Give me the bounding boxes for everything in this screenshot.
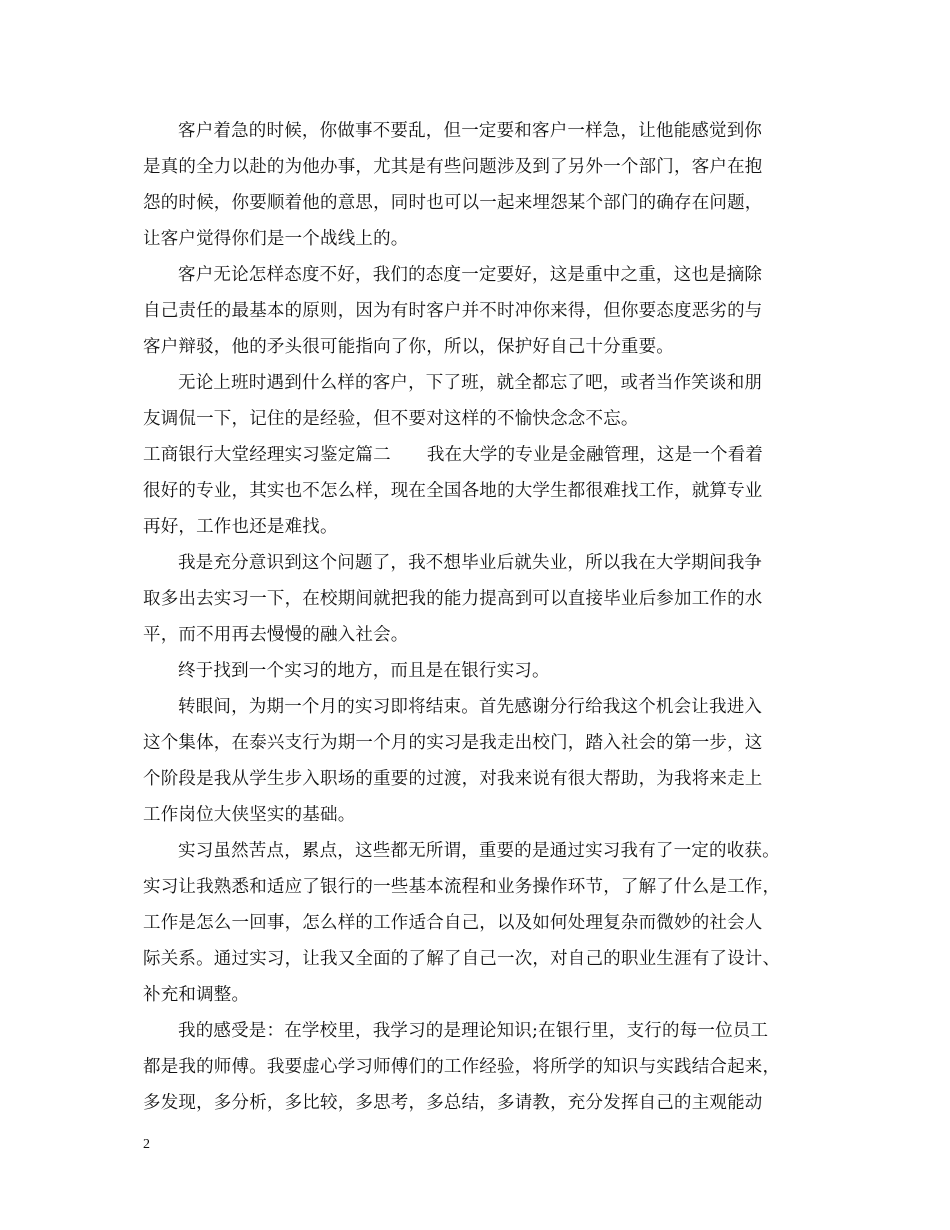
text-line: 让客户觉得你们是一个战线上的。 [143,229,409,249]
text-line: 工作是怎么一回事，怎么样的工作适合自己，以及如何处理复杂而微妙的社会人 [143,913,763,933]
text-line: 实习让我熟悉和适应了银行的一些基本流程和业务操作环节，了解了什么是工作， [143,877,781,897]
text-line: 客户无论怎样态度不好，我们的态度一定要好，这是重中之重，这也是摘除 [178,265,763,285]
text-line: 客户辩驳，他的矛头很可能指向了你，所以，保护好自己十分重要。 [143,337,674,357]
section-heading: 工商银行大堂经理实习鉴定篇二 [143,445,391,465]
text-line: 很好的专业，其实也不怎么样，现在全国各地的大学生都很难找工作，就算专业 [143,481,763,501]
text-line: 客户着急的时候，你做事不要乱，但一定要和客户一样急，让他能感觉到你 [178,121,763,141]
text-line: 终于找到一个实习的地方，而且是在银行实习。 [178,661,550,681]
text-line: 怨的时候，你要顺着他的意思，同时也可以一起来埋怨某个部门的确存在问题， [143,193,763,213]
text-line: 取多出去实习一下，在校期间就把我的能力提高到可以直接毕业后参加工作的水 [143,589,763,609]
text-line: 友调侃一下，记住的是经验，但不要对这样的不愉快念念不忘。 [143,409,639,429]
page-number: 2 [143,1137,150,1152]
text-line: 补充和调整。 [143,985,250,1005]
text-line: 多发现，多分析，多比较，多思考，多总结，多请教，充分发挥自己的主观能动 [143,1093,763,1113]
text-line: 我是充分意识到这个问题了，我不想毕业后就失业，所以我在大学期间我争 [178,553,763,573]
text-line: 都是我的师傅。我要虚心学习师傅们的工作经验，将所学的知识与实践结合起来， [143,1057,781,1077]
text-line: 自己责任的最基本的原则，因为有时客户并不时冲你来得，但你要态度恶劣的与 [143,301,763,321]
text-line: 转眼间，为期一个月的实习即将结束。首先感谢分行给我这个机会让我进入 [178,697,763,717]
text-line: 这个集体，在泰兴支行为期一个月的实习是我走出校门，踏入社会的第一步，这 [143,733,763,753]
text-line: 无论上班时遇到什么样的客户，下了班，就全都忘了吧，或者当作笑谈和朋 [178,373,763,393]
text-line: 际关系。通过实习，让我又全面的了解了自己一次，对自己的职业生涯有了设计、 [143,949,781,969]
text-line: 平，而不用再去慢慢的融入社会。 [143,625,409,645]
section-heading-line [143,443,763,467]
text-line: 是真的全力以赴的为他办事，尤其是有些问题涉及到了另外一个部门，客户在抱 [143,157,763,177]
text-line: 我在大学的专业是金融管理，这是一个看着 [426,445,764,465]
text-line: 再好，工作也还是难找。 [143,517,338,537]
text-line: 工作岗位大侠坚实的基础。 [143,805,356,825]
text-line: 实习虽然苦点，累点，这些都无所谓，重要的是通过实习我有了一定的收获。 [178,841,780,861]
text-line: 个阶段是我从学生步入职场的重要的过渡，对我来说有很大帮助，为我将来走上 [143,769,763,789]
text-line: 我的感受是：在学校里，我学习的是理论知识;在银行里，支行的每一位员工 [178,1021,769,1041]
